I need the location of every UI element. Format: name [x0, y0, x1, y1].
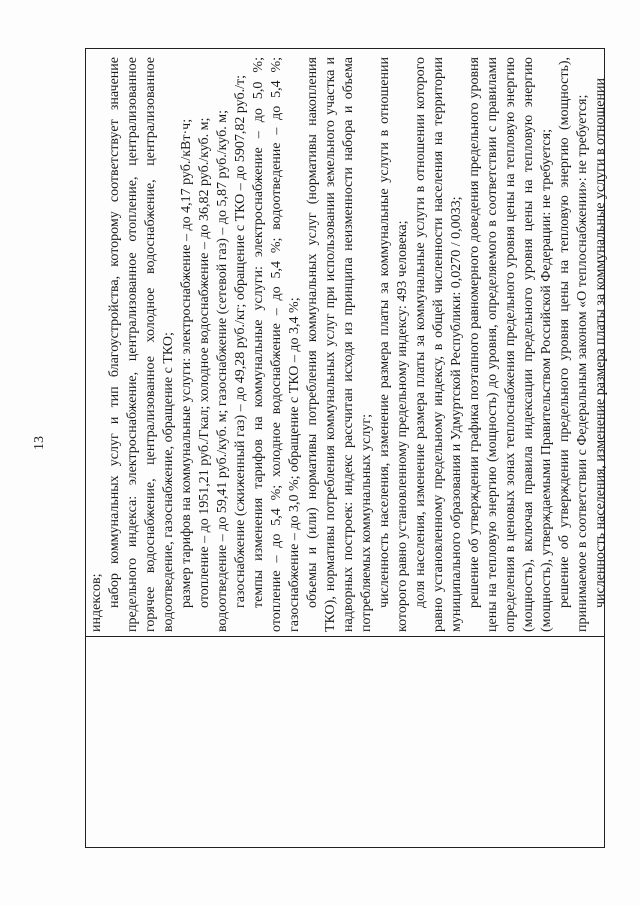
text-paragraph: численность населения, изменение размера платы за коммунальные услуги в отношении которого равно установленному предельному индексу: 493 человека;	[377, 57, 410, 632]
table-left-column	[86, 636, 604, 847]
text-paragraph: решение об утверждении графика поэтапного равномерного доведения предельного уровня цены на тепловую энергию (мощность) до уровня, определяемого в соответствии с правилами определения в ценовых зонах теплоснабжения предельного уровня цены на тепловую энергию (мощность), включая правила индексации предельного уровня цены на тепловую энергию (мощность), утверждаемыми Правительством Российской Федерации: не требуется;	[467, 57, 554, 632]
text-paragraph: решение об утверждении предельного уровня цены на тепловую энергию (мощность), принимаемое в соответствии с Федеральным законом «О теплоснабжении»: не требуется;	[557, 57, 590, 632]
text-paragraph: размер тарифов на коммунальные услуги: электроснабжение – до 4,17 руб./кВт·ч;	[179, 118, 194, 608]
text-paragraph: объемы и (или) нормативы потребления коммунальных услуг (нормативы накопления ТКО), нормативы потребления коммунальных услуг при использовании земельного участка и надворных построек: индекс рассчитан исходя из принципа неизменности набора и объема потребляемых коммунальных услуг;	[305, 57, 374, 632]
table-right-column	[86, 53, 608, 636]
document-table	[85, 48, 608, 848]
text-paragraph: темпы изменения тарифов на коммунальные услуги: электроснабжение – до 5,0 %; отопление – до 5,4 %; холодное водоснабжение – до 5,4 %; водоотведение – до 5,4 %; газоснабжение – до 3,0 %; обращение с ТКО – до 3,4 %;	[251, 57, 302, 632]
text-paragraph: доля населения, изменение размера платы за коммунальные услуги в отношении которого равно установленному предельному индексу, в общей численности населения на территории муниципального образования и Удмуртской Республики: 0,0270 / 0,0033;	[413, 57, 464, 632]
text-paragraph: отопление – до 1951,21 руб./Гкал; холодное водоснабжение – до 36,82 руб./куб. м;	[197, 117, 212, 608]
text-paragraph: водоотведение – до 59,41 руб./куб. м; газоснабжение (сетевой газ) – до 5,87 руб./куб. м;	[215, 110, 230, 632]
text-paragraph: численность населения, изменение размера платы за коммунальные услуги в отношении	[593, 78, 608, 608]
page-number: 13	[32, 436, 47, 450]
text-paragraph: индексов;	[89, 573, 104, 632]
rotated-table-frame	[85, 48, 608, 848]
text-paragraph: набор коммунальных услуг и тип благоустройства, которому соответствует значение предельного индекса: электроснабжение, централизованное отопление, централизованное горячее водоснабжение, централизованное холодное водоснабжение, централизованное водоотведение, газоснабжение, обращение с ТКО;	[107, 57, 176, 632]
text-paragraph: газоснабжение (сжиженный газ) – до 49,28 руб./кг; обращение с ТКО – до 5907,82 руб./т;	[233, 75, 248, 608]
